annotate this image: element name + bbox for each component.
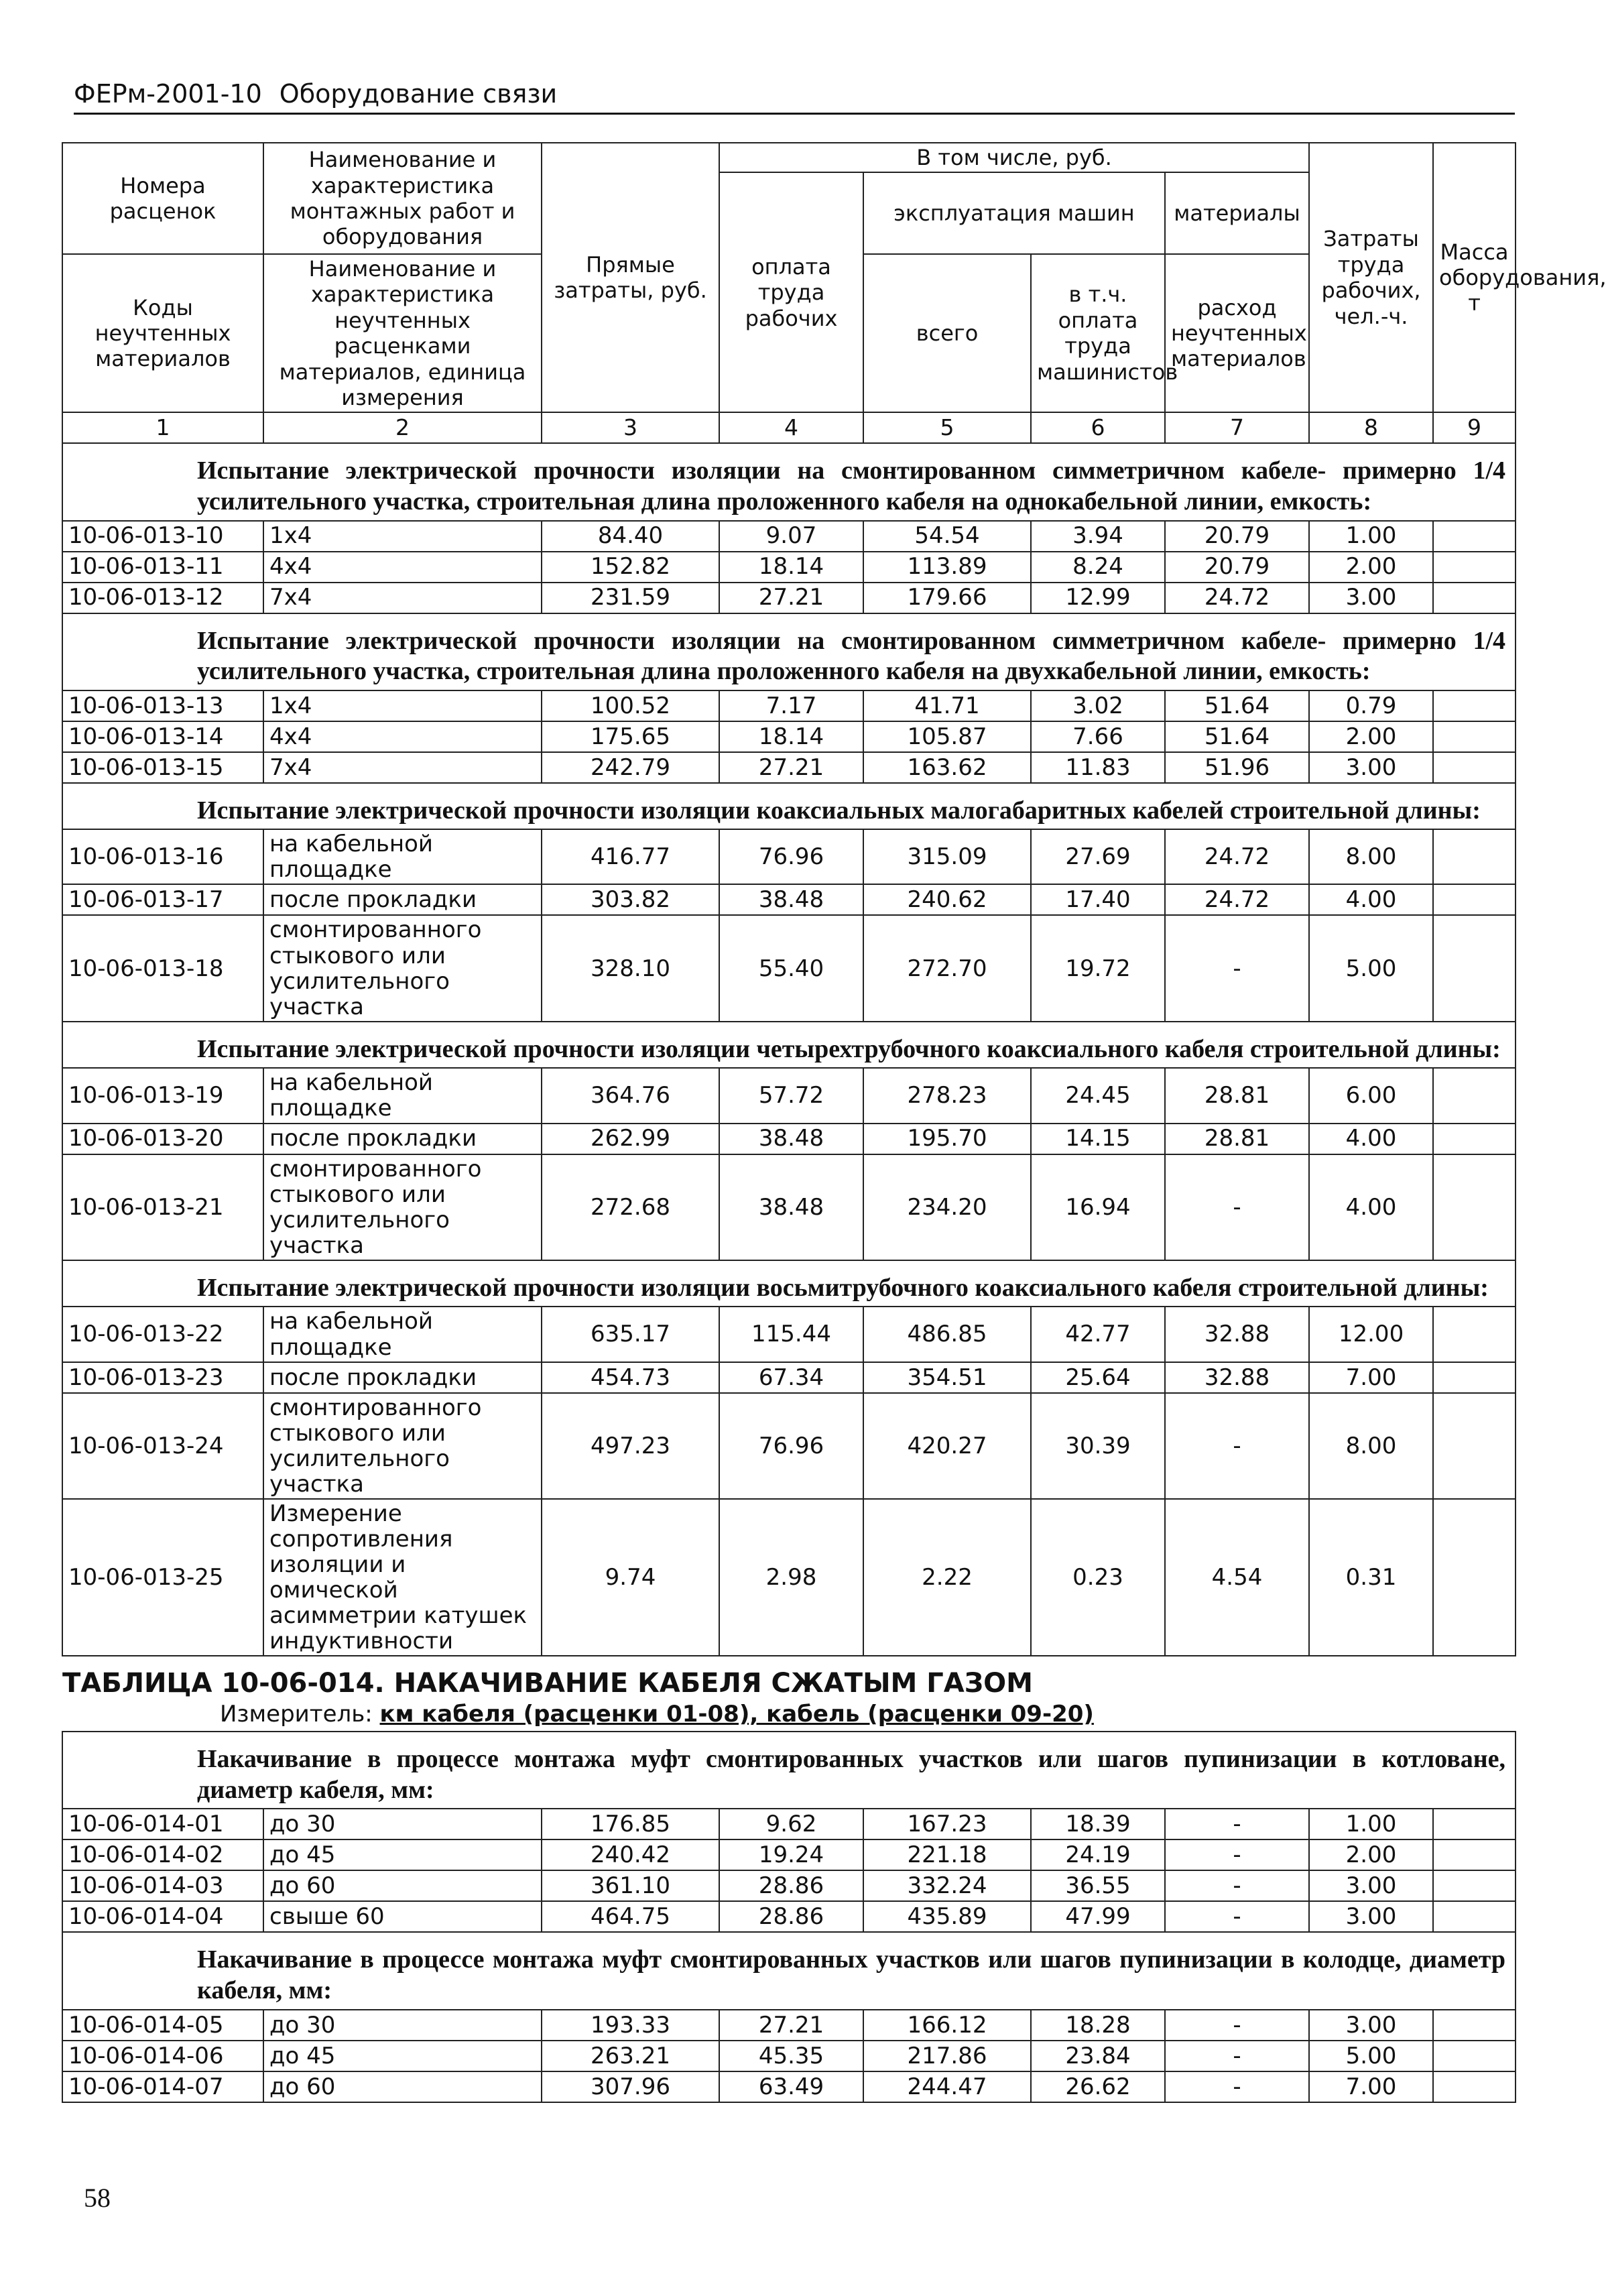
header-direct-costs: Прямые затраты, руб. [542, 143, 719, 412]
wages-cell: 19.24 [719, 1839, 863, 1870]
machines-wages-cell: 25.64 [1031, 1362, 1165, 1393]
rate-name: смонтированного стыкового или усилительного участка [263, 915, 542, 1021]
machines-wages-cell: 18.39 [1031, 1809, 1165, 1839]
mass-cell [1433, 1809, 1516, 1839]
table-row [62, 1154, 1516, 1260]
mass-cell [1433, 1839, 1516, 1870]
rate-name: на кабельной площадке [263, 829, 542, 884]
mass-cell [1433, 1499, 1516, 1656]
machines-wages-cell: 27.69 [1031, 829, 1165, 884]
materials-cell: - [1165, 1809, 1309, 1839]
direct-cost-cell: 176.85 [542, 1809, 719, 1839]
machines-wages-cell: 12.99 [1031, 583, 1165, 613]
machines-total-cell: 167.23 [863, 1809, 1031, 1839]
machines-total-cell: 272.70 [863, 915, 1031, 1021]
rate-code: 10-06-014-04 [62, 1901, 263, 1932]
direct-cost-cell: 263.21 [542, 2041, 719, 2071]
materials-cell: - [1165, 915, 1309, 1021]
rate-name: после прокладки [263, 884, 542, 915]
header-materials-unaccounted: расход неучтенных материалов [1165, 254, 1309, 412]
page-header [74, 79, 1515, 115]
mass-cell [1433, 1068, 1516, 1123]
labor-cell: 1.00 [1309, 521, 1433, 552]
table-row [62, 690, 1516, 721]
machines-total-cell: 221.18 [863, 1839, 1031, 1870]
machines-wages-cell: 3.02 [1031, 690, 1165, 721]
wages-cell: 28.86 [719, 1870, 863, 1901]
rate-name: до 30 [263, 2010, 542, 2041]
mass-cell [1433, 2010, 1516, 2041]
rate-name: до 30 [263, 1809, 542, 1839]
rate-code: 10-06-014-07 [62, 2071, 263, 2102]
mass-cell [1433, 1124, 1516, 1154]
direct-cost-cell: 240.42 [542, 1839, 719, 1870]
labor-cell: 5.00 [1309, 915, 1433, 1021]
table-row [62, 752, 1516, 783]
rate-name: 4x4 [263, 552, 542, 583]
materials-cell: 24.72 [1165, 829, 1309, 884]
labor-cell: 7.00 [1309, 2071, 1433, 2102]
rate-code: 10-06-014-06 [62, 2041, 263, 2071]
labor-cell: 2.00 [1309, 1839, 1433, 1870]
header-mass: Масса оборудования, т [1433, 143, 1516, 412]
rate-name: на кабельной площадке [263, 1307, 542, 1362]
machines-total-cell: 234.20 [863, 1154, 1031, 1260]
materials-cell: - [1165, 1870, 1309, 1901]
machines-wages-cell: 0.23 [1031, 1499, 1165, 1656]
wages-cell: 45.35 [719, 2041, 863, 2071]
direct-cost-cell: 272.68 [542, 1154, 719, 1260]
measure-value: км кабеля (расценки 01-08), кабель (расценки 09-20) [379, 1701, 1094, 1728]
doc-title: Оборудование связи [279, 79, 558, 109]
header-rate-numbers: Номера расценок [62, 143, 263, 254]
header-materials: материалы [1165, 172, 1309, 254]
table-row [62, 1362, 1516, 1393]
machines-wages-cell: 47.99 [1031, 1901, 1165, 1932]
table-row [62, 721, 1516, 752]
mass-cell [1433, 1154, 1516, 1260]
header-work-name: Наименование и характеристика монтажных работ и оборудования [263, 143, 542, 254]
rate-code: 10-06-013-13 [62, 690, 263, 721]
colnum-8: 8 [1309, 412, 1433, 443]
machines-total-cell: 105.87 [863, 721, 1031, 752]
machines-total-cell: 195.70 [863, 1124, 1031, 1154]
table-row [62, 1870, 1516, 1901]
rate-code: 10-06-013-20 [62, 1124, 263, 1154]
labor-cell: 12.00 [1309, 1307, 1433, 1362]
machines-total-cell: 435.89 [863, 1901, 1031, 1932]
materials-cell: 28.81 [1165, 1124, 1309, 1154]
header-machines-total: всего [863, 254, 1031, 412]
mass-cell [1433, 521, 1516, 552]
labor-cell: 4.00 [1309, 1124, 1433, 1154]
materials-cell: 32.88 [1165, 1362, 1309, 1393]
machines-wages-cell: 14.15 [1031, 1124, 1165, 1154]
rate-code: 10-06-013-18 [62, 915, 263, 1021]
machines-total-cell: 54.54 [863, 521, 1031, 552]
wages-cell: 28.86 [719, 1901, 863, 1932]
labor-cell: 8.00 [1309, 1393, 1433, 1499]
labor-cell: 2.00 [1309, 721, 1433, 752]
wages-cell: 115.44 [719, 1307, 863, 1362]
direct-cost-cell: 454.73 [542, 1362, 719, 1393]
table-row [62, 2010, 1516, 2041]
mass-cell [1433, 829, 1516, 884]
rate-code: 10-06-013-23 [62, 1362, 263, 1393]
machines-total-cell: 113.89 [863, 552, 1031, 583]
wages-cell: 38.48 [719, 884, 863, 915]
wages-cell: 57.72 [719, 1068, 863, 1123]
table2-measure [62, 1700, 1516, 1732]
wages-cell: 63.49 [719, 2071, 863, 2102]
header-including: В том числе, руб. [719, 143, 1309, 172]
direct-cost-cell: 361.10 [542, 1870, 719, 1901]
wages-cell: 67.34 [719, 1362, 863, 1393]
direct-cost-cell: 497.23 [542, 1393, 719, 1499]
rate-code: 10-06-014-01 [62, 1809, 263, 1839]
section-title-row [62, 613, 1516, 690]
direct-cost-cell: 9.74 [542, 1499, 719, 1656]
header-machines-wages: в т.ч. оплата труда машинистов [1031, 254, 1165, 412]
direct-cost-cell: 152.82 [542, 552, 719, 583]
mass-cell [1433, 1393, 1516, 1499]
rate-code: 10-06-013-21 [62, 1154, 263, 1260]
direct-cost-cell: 175.65 [542, 721, 719, 752]
rate-name: смонтированного стыкового или усилительного участка [263, 1154, 542, 1260]
labor-cell: 4.00 [1309, 884, 1433, 915]
section-title-row [62, 443, 1516, 520]
measure-label: Измеритель: [220, 1701, 373, 1728]
machines-wages-cell: 26.62 [1031, 2071, 1165, 2102]
section-title: Испытание электрической прочности изоляции коаксиальных малогабаритных кабелей строительной длины: [62, 783, 1516, 830]
rate-name: на кабельной площадке [263, 1068, 542, 1123]
mass-cell [1433, 690, 1516, 721]
wages-cell: 18.14 [719, 552, 863, 583]
header-labor: Затраты труда рабочих, чел.-ч. [1309, 143, 1433, 412]
rate-name: до 60 [263, 2071, 542, 2102]
materials-cell: 32.88 [1165, 1307, 1309, 1362]
materials-cell: 20.79 [1165, 552, 1309, 583]
direct-cost-cell: 84.40 [542, 521, 719, 552]
machines-total-cell: 2.22 [863, 1499, 1031, 1656]
section-title: Испытание электрической прочности изоляции на смонтированном симметричном кабеле- примерно 1/4 усилительного участка, строительная длина проложенного кабеля на двухкабельной линии, емкость: [62, 613, 1516, 690]
rate-code: 10-06-013-17 [62, 884, 263, 915]
labor-cell: 0.79 [1309, 690, 1433, 721]
table-row [62, 1068, 1516, 1123]
mass-cell [1433, 721, 1516, 752]
direct-cost-cell: 100.52 [542, 690, 719, 721]
labor-cell: 3.00 [1309, 1901, 1433, 1932]
rate-code: 10-06-013-11 [62, 552, 263, 583]
header-unaccounted-codes: Коды неучтенных материалов [62, 254, 263, 412]
rate-name: до 60 [263, 1870, 542, 1901]
mass-cell [1433, 2041, 1516, 2071]
labor-cell: 8.00 [1309, 829, 1433, 884]
machines-total-cell: 240.62 [863, 884, 1031, 915]
labor-cell: 0.31 [1309, 1499, 1433, 1656]
table-row [62, 1307, 1516, 1362]
column-numbers-row [62, 412, 1516, 443]
colnum-5: 5 [863, 412, 1031, 443]
section-title-row [62, 1732, 1516, 1809]
labor-cell: 3.00 [1309, 2010, 1433, 2041]
labor-cell: 7.00 [1309, 1362, 1433, 1393]
materials-cell: 20.79 [1165, 521, 1309, 552]
mass-cell [1433, 1362, 1516, 1393]
table-row [62, 552, 1516, 583]
machines-wages-cell: 30.39 [1031, 1393, 1165, 1499]
rate-code: 10-06-013-24 [62, 1393, 263, 1499]
machines-wages-cell: 8.24 [1031, 552, 1165, 583]
machines-total-cell: 354.51 [863, 1362, 1031, 1393]
page-number: 58 [84, 2183, 111, 2213]
machines-total-cell: 278.23 [863, 1068, 1031, 1123]
rate-name: до 45 [263, 1839, 542, 1870]
mass-cell [1433, 2071, 1516, 2102]
materials-cell: - [1165, 1393, 1309, 1499]
machines-total-cell: 41.71 [863, 690, 1031, 721]
table-row [62, 1901, 1516, 1932]
machines-wages-cell: 18.28 [1031, 2010, 1165, 2041]
rate-code: 10-06-013-19 [62, 1068, 263, 1123]
wages-cell: 2.98 [719, 1499, 863, 1656]
rate-code: 10-06-013-16 [62, 829, 263, 884]
table-row [62, 829, 1516, 884]
rate-code: 10-06-014-03 [62, 1870, 263, 1901]
materials-cell: - [1165, 2041, 1309, 2071]
table-row [62, 1499, 1516, 1656]
machines-wages-cell: 23.84 [1031, 2041, 1165, 2071]
machines-wages-cell: 42.77 [1031, 1307, 1165, 1362]
table-row [62, 884, 1516, 915]
table2-measure-row [62, 1700, 1516, 1732]
mass-cell [1433, 583, 1516, 613]
direct-cost-cell: 242.79 [542, 752, 719, 783]
direct-cost-cell: 464.75 [542, 1901, 719, 1932]
machines-total-cell: 166.12 [863, 2010, 1031, 2041]
machines-wages-cell: 19.72 [1031, 915, 1165, 1021]
colnum-4: 4 [719, 412, 863, 443]
direct-cost-cell: 328.10 [542, 915, 719, 1021]
section-title: Накачивание в процессе монтажа муфт смонтированных участков или шагов пупинизации в котловане, диаметр кабеля, мм: [62, 1732, 1516, 1809]
mass-cell [1433, 752, 1516, 783]
table-row [62, 915, 1516, 1021]
wages-cell: 27.21 [719, 583, 863, 613]
wages-cell: 38.48 [719, 1124, 863, 1154]
header-machines: эксплуатация машин [863, 172, 1165, 254]
labor-cell: 6.00 [1309, 1068, 1433, 1123]
table-row [62, 1393, 1516, 1499]
rate-name: Измерение сопротивления изоляции и омической асимметрии катушек индуктивности [263, 1499, 542, 1656]
section-title: Накачивание в процессе монтажа муфт смонтированных участков или шагов пупинизации в колодце, диаметр кабеля, мм: [62, 1932, 1516, 2009]
table2-title: ТАБЛИЦА 10-06-014. НАКАЧИВАНИЕ КАБЕЛЯ СЖАТЫМ ГАЗОМ [62, 1668, 1033, 1699]
machines-wages-cell: 24.19 [1031, 1839, 1165, 1870]
mass-cell [1433, 1307, 1516, 1362]
wages-cell: 38.48 [719, 1154, 863, 1260]
labor-cell: 3.00 [1309, 752, 1433, 783]
rate-code: 10-06-014-02 [62, 1839, 263, 1870]
mass-cell [1433, 884, 1516, 915]
rate-code: 10-06-013-22 [62, 1307, 263, 1362]
rate-code: 10-06-013-15 [62, 752, 263, 783]
rate-name: 7x4 [263, 752, 542, 783]
direct-cost-cell: 307.96 [542, 2071, 719, 2102]
rate-name: после прокладки [263, 1362, 542, 1393]
materials-cell: - [1165, 2010, 1309, 2041]
materials-cell: 51.96 [1165, 752, 1309, 783]
direct-cost-cell: 364.76 [542, 1068, 719, 1123]
machines-total-cell: 163.62 [863, 752, 1031, 783]
direct-cost-cell: 193.33 [542, 2010, 719, 2041]
materials-cell: 28.81 [1165, 1068, 1309, 1123]
doc-code: ФЕРм-2001-10 [74, 79, 262, 109]
header-row-1 [62, 143, 1516, 172]
rate-name: до 45 [263, 2041, 542, 2071]
wages-cell: 9.07 [719, 521, 863, 552]
direct-cost-cell: 416.77 [542, 829, 719, 884]
wages-cell: 18.14 [719, 721, 863, 752]
colnum-1: 1 [62, 412, 263, 443]
wages-cell: 76.96 [719, 829, 863, 884]
mass-cell [1433, 915, 1516, 1021]
machines-total-cell: 217.86 [863, 2041, 1031, 2071]
mass-cell [1433, 552, 1516, 583]
machines-total-cell: 486.85 [863, 1307, 1031, 1362]
table-row [62, 1124, 1516, 1154]
table-row [62, 583, 1516, 613]
direct-cost-cell: 231.59 [542, 583, 719, 613]
section-title: Испытание электрической прочности изоляции четырехтрубочного коаксиального кабеля строительной длины: [62, 1022, 1516, 1069]
section-title-row [62, 783, 1516, 830]
machines-total-cell: 332.24 [863, 1870, 1031, 1901]
labor-cell: 3.00 [1309, 583, 1433, 613]
table2-title-row [62, 1656, 1516, 1700]
machines-wages-cell: 11.83 [1031, 752, 1165, 783]
machines-total-cell: 420.27 [863, 1393, 1031, 1499]
table-row [62, 1809, 1516, 1839]
wages-cell: 27.21 [719, 752, 863, 783]
rate-name: 4x4 [263, 721, 542, 752]
section-title-row [62, 1022, 1516, 1069]
materials-cell: - [1165, 1154, 1309, 1260]
section-title: Испытание электрической прочности изоляции восьмитрубочного коаксиального кабеля строительной длины: [62, 1260, 1516, 1307]
header-unaccounted-names: Наименование и характеристика неучтенных расценками материалов, единица измерения [263, 254, 542, 412]
direct-cost-cell: 303.82 [542, 884, 719, 915]
colnum-2: 2 [263, 412, 542, 443]
colnum-7: 7 [1165, 412, 1309, 443]
machines-total-cell: 315.09 [863, 829, 1031, 884]
rate-name: после прокладки [263, 1124, 542, 1154]
rate-name: 7x4 [263, 583, 542, 613]
direct-cost-cell: 635.17 [542, 1307, 719, 1362]
header-wages: оплата труда рабочих [719, 172, 863, 412]
colnum-3: 3 [542, 412, 719, 443]
wages-cell: 55.40 [719, 915, 863, 1021]
rate-code: 10-06-013-14 [62, 721, 263, 752]
direct-cost-cell: 262.99 [542, 1124, 719, 1154]
labor-cell: 5.00 [1309, 2041, 1433, 2071]
rate-code: 10-06-013-25 [62, 1499, 263, 1656]
materials-cell: 51.64 [1165, 690, 1309, 721]
rate-code: 10-06-014-05 [62, 2010, 263, 2041]
materials-cell: - [1165, 1839, 1309, 1870]
labor-cell: 3.00 [1309, 1870, 1433, 1901]
section-title-row [62, 1260, 1516, 1307]
machines-wages-cell: 16.94 [1031, 1154, 1165, 1260]
wages-cell: 27.21 [719, 2010, 863, 2041]
machines-wages-cell: 3.94 [1031, 521, 1165, 552]
rate-code: 10-06-013-12 [62, 583, 263, 613]
rate-name: смонтированного стыкового или усилительного участка [263, 1393, 542, 1499]
colnum-9: 9 [1433, 412, 1516, 443]
materials-cell: 24.72 [1165, 583, 1309, 613]
section-title-row [62, 1932, 1516, 2009]
wages-cell: 76.96 [719, 1393, 863, 1499]
mass-cell [1433, 1901, 1516, 1932]
table-row [62, 1839, 1516, 1870]
machines-wages-cell: 7.66 [1031, 721, 1165, 752]
machines-wages-cell: 17.40 [1031, 884, 1165, 915]
labor-cell: 2.00 [1309, 552, 1433, 583]
materials-cell: 24.72 [1165, 884, 1309, 915]
labor-cell: 4.00 [1309, 1154, 1433, 1260]
table-row [62, 2071, 1516, 2102]
table-row [62, 2041, 1516, 2071]
machines-wages-cell: 24.45 [1031, 1068, 1165, 1123]
labor-cell: 1.00 [1309, 1809, 1433, 1839]
wages-cell: 7.17 [719, 690, 863, 721]
colnum-6: 6 [1031, 412, 1165, 443]
materials-cell: 51.64 [1165, 721, 1309, 752]
materials-cell: - [1165, 2071, 1309, 2102]
machines-total-cell: 179.66 [863, 583, 1031, 613]
rate-name: свыше 60 [263, 1901, 542, 1932]
mass-cell [1433, 1870, 1516, 1901]
table-row [62, 521, 1516, 552]
machines-total-cell: 244.47 [863, 2071, 1031, 2102]
machines-wages-cell: 36.55 [1031, 1870, 1165, 1901]
rate-code: 10-06-013-10 [62, 521, 263, 552]
materials-cell: - [1165, 1901, 1309, 1932]
wages-cell: 9.62 [719, 1809, 863, 1839]
section-title: Испытание электрической прочности изоляции на смонтированном симметричном кабеле- примерно 1/4 усилительного участка, строительная длина проложенного кабеля на однокабельной линии, емкость: [62, 443, 1516, 520]
rate-name: 1x4 [263, 521, 542, 552]
rate-name: 1x4 [263, 690, 542, 721]
materials-cell: 4.54 [1165, 1499, 1309, 1656]
rates-table [62, 142, 1606, 2103]
